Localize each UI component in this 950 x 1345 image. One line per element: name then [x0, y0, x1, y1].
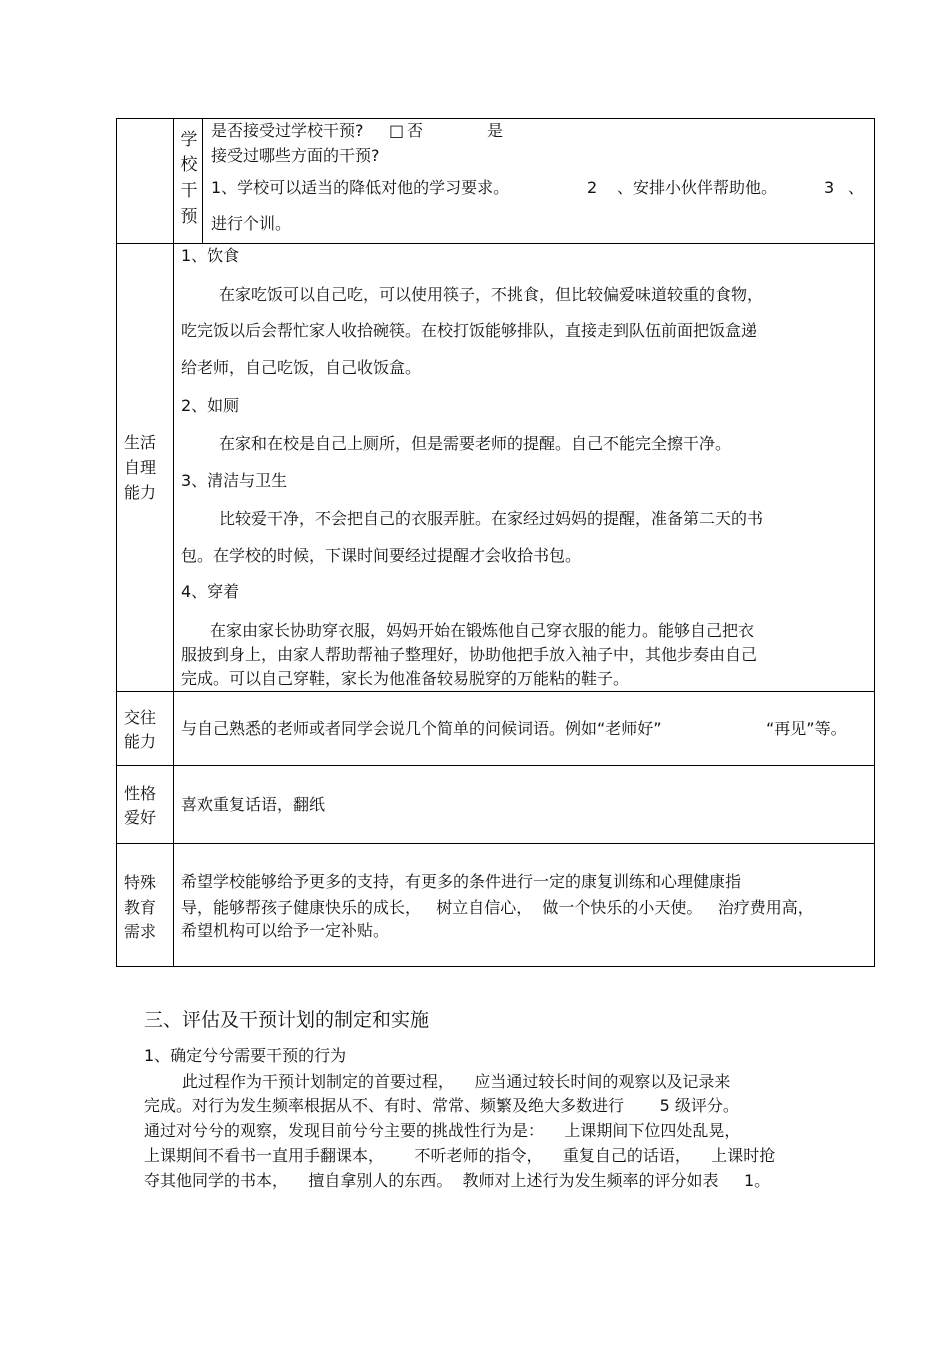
dressing-heading: 4、穿着	[181, 582, 240, 601]
label-line: 能力	[124, 732, 157, 751]
label-char: 学	[180, 130, 198, 150]
personality-text: 喜欢重复话语，翻纸	[181, 795, 326, 814]
table-row-divider	[116, 765, 875, 766]
option-yes: 是	[487, 121, 504, 140]
section-paragraph-line: 完成。对行为发生频率根据从不、有时、常常、频繁及绝大多数进行 5 级评分。	[144, 1096, 739, 1115]
diet-text-line: 给老师，自己吃饭，自己收饭盒。	[181, 358, 422, 377]
dressing-text-line: 在家由家长协助穿衣服，妈妈开始在锻炼他自己穿衣服的能力。能够自己把衣	[210, 621, 755, 640]
label-line: 交往	[124, 708, 157, 727]
label-line: 教育	[124, 898, 157, 917]
diet-heading: 1、饮食	[181, 246, 240, 265]
table-border-bottom	[116, 966, 875, 967]
section-paragraph-line: 此过程作为干预计划制定的首要过程， 应当通过较长时间的观察以及记录来	[182, 1072, 731, 1091]
toilet-text-line: 在家和在校是自己上厕所，但是需要老师的提醒。自己不能完全擦干净。	[219, 434, 732, 453]
table-row-divider	[116, 243, 875, 244]
diet-text-line: 在家吃饭可以自己吃，可以使用筷子，不挑食，但比较偏爱味道较重的食物，	[219, 285, 764, 304]
section-paragraph-line: 通过对兮兮的观察，发现目前兮兮主要的挑战性行为是： 上课期间下位四处乱晃，	[144, 1121, 741, 1140]
toilet-heading: 2、如厕	[181, 396, 240, 415]
label-char: 预	[180, 207, 198, 227]
table-row-divider	[116, 691, 875, 692]
table-border-top	[116, 118, 875, 119]
dressing-text-line: 服披到身上，由家人帮助帮袖子整理好，协助他把手放入袖子中，其他步奏由自己	[181, 645, 758, 664]
intervention-item-2: 、安排小伙伴帮助他。	[617, 178, 778, 197]
label-char: 干	[180, 181, 198, 201]
checkbox-no[interactable]: □	[389, 121, 405, 140]
label-line: 自理	[124, 458, 157, 477]
section-paragraph-line: 夺其他同学的书本， 擅自拿别人的东西。 教师对上述行为发生频率的评分如表 1。	[144, 1171, 771, 1190]
table-row-divider	[116, 843, 875, 844]
label-line: 需求	[124, 922, 157, 941]
diet-text-line: 吃完饭以后会帮忙家人收拾碗筷。在校打饭能够排队，直接走到队伍前面把饭盒递	[181, 321, 758, 340]
hygiene-text-line: 比较爱干净，不会把自己的衣服弄脏。在家经过妈妈的提醒，准备第二天的书	[219, 509, 764, 528]
label-line: 性格	[124, 784, 157, 803]
label-char: 校	[180, 155, 198, 175]
intervention-item-2-number: 2	[587, 178, 598, 197]
intervention-item-3-number: 3	[824, 178, 835, 197]
table-border-left	[116, 118, 117, 967]
intervention-item-3: 进行个训。	[211, 214, 292, 233]
intervention-item-1: 1、学校可以适当的降低对他的学习要求。	[211, 178, 510, 197]
hygiene-text-line: 包。在学校的时候，下课时间要经过提醒才会收拾书包。	[181, 546, 582, 565]
option-no: 否	[407, 121, 424, 140]
communication-text-end: “再见”等。	[766, 719, 847, 738]
table-subcol-divider	[202, 118, 203, 243]
label-line: 生活	[124, 433, 157, 452]
table-col-divider	[173, 118, 174, 967]
section-subtitle: 1、确定兮兮需要干预的行为	[144, 1046, 347, 1065]
intervention-question: 是否接受过学校干预?	[211, 121, 364, 140]
section-title: 三、评估及干预计划的制定和实施	[144, 1009, 430, 1031]
dressing-text-line: 完成。可以自己穿鞋，家长为他准备较易脱穿的万能粘的鞋子。	[181, 669, 630, 688]
special-needs-line: 希望学校能够给予更多的支持，有更多的条件进行一定的康复训练和心理健康指	[181, 872, 742, 891]
label-line: 爱好	[124, 808, 157, 827]
section-paragraph-line: 上课期间不看书一直用手翻课本， 不听老师的指令， 重复自己的话语， 上课时抢	[144, 1146, 776, 1165]
label-line: 能力	[124, 483, 157, 502]
label-line: 特殊	[124, 873, 157, 892]
special-needs-line: 希望机构可以给予一定补贴。	[181, 921, 390, 940]
communication-text: 与自己熟悉的老师或者同学会说几个简单的问候词语。例如“老师好”	[181, 719, 662, 738]
intervention-types-question: 接受过哪些方面的干预?	[211, 146, 380, 165]
table-border-right	[874, 118, 875, 967]
hygiene-heading: 3、清洁与卫生	[181, 471, 288, 490]
special-needs-line: 导，能够帮孩子健康快乐的成长， 树立自信心， 做一个快乐的小天使。 治疗费用高，	[181, 898, 814, 917]
intervention-item-3-separator: 、	[848, 178, 865, 197]
